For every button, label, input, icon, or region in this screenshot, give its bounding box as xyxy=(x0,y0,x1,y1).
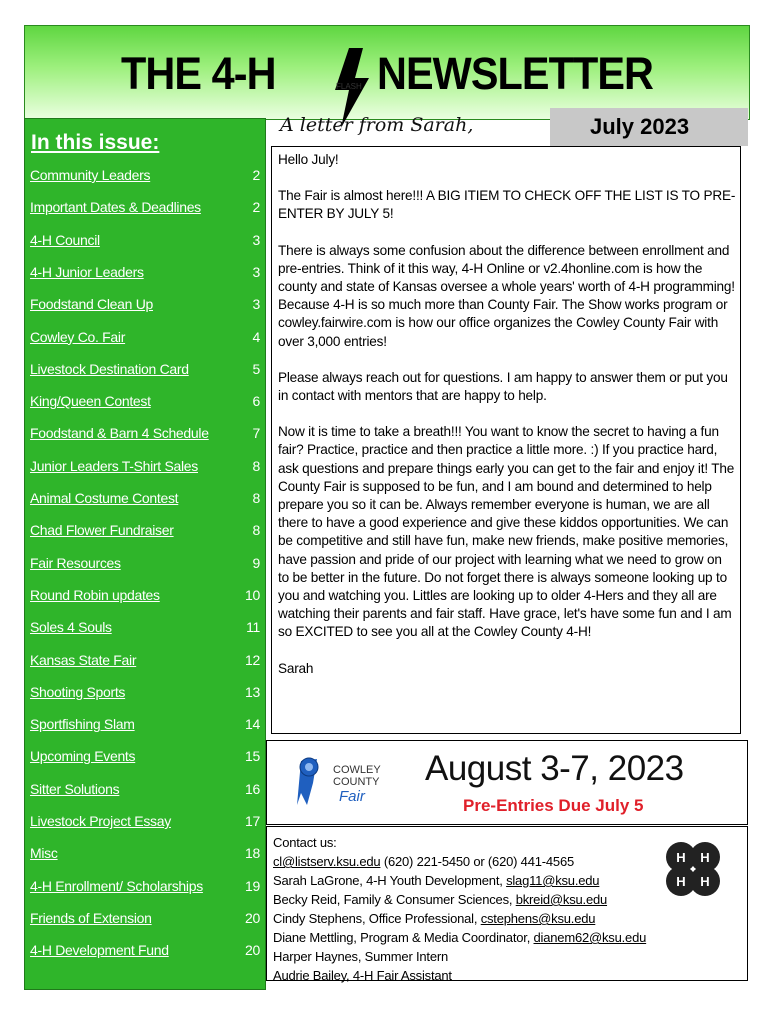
toc-item[interactable] xyxy=(30,232,262,254)
sidebar-heading: In this issue: xyxy=(31,131,160,154)
logo-text-county: COUNTY xyxy=(333,776,380,788)
toc-item-label[interactable]: Sitter Solutions xyxy=(30,780,120,797)
toc-item-page: 2 xyxy=(252,167,260,183)
toc-item-page: 2 xyxy=(252,199,260,216)
toc-item-page: 9 xyxy=(252,554,260,571)
toc-item-label[interactable]: Kansas State Fair xyxy=(30,651,137,668)
toc-item[interactable] xyxy=(30,619,262,641)
toc-item-label[interactable]: Junior Leaders T-Shirt Sales xyxy=(30,457,198,474)
fair-dates: August 3-7, 2023 xyxy=(425,749,684,788)
letter-paragraph: Now it is time to take a breath!!! You want to know the secret to having a fun fair? Practice, practice and then practice a little more. :) If you practice hard, ask questions and prepare things early you can get to the fair and enjoy it! The County Fair is supposed to be fun, and I am bound and determined to help prepare you so it can be. Always remember everyone is human, we are all there to have a good experience and give these kiddos opportunities. We can be competitive and still have fun, make new friends, make positive memories, have passion and pride of our project with learning what we need to grow on to be better in the future. Do not forget there is always someone looking up to you and watching you. Littles are looking up to older 4-Hers and they all are watching their parents and fair staff. Have grace, let's have some fun and I am so EXCITED to see you all at the Cowley County 4-H! xyxy=(278,424,735,640)
toc-item[interactable] xyxy=(30,264,262,286)
toc-item-label[interactable]: Livestock Destination Card xyxy=(30,360,189,377)
toc-item[interactable] xyxy=(30,813,262,835)
staff-name: Diane Mettling, Program & Media Coordinator, xyxy=(273,930,534,945)
toc-item[interactable] xyxy=(30,587,262,609)
newsletter-title xyxy=(25,48,749,108)
toc-item-label[interactable]: Foodstand & Barn 4 Schedule xyxy=(30,425,209,442)
issue-sidebar xyxy=(24,118,266,990)
toc-item-label[interactable]: Sportfishing Slam xyxy=(30,716,135,733)
toc-item[interactable] xyxy=(30,684,262,706)
toc-item-label[interactable]: Misc xyxy=(30,845,58,862)
toc-item-page: 5 xyxy=(252,360,260,377)
toc-item-label[interactable]: Fair Resources xyxy=(30,554,121,571)
toc-item-page: 19 xyxy=(245,877,260,894)
toc-item[interactable] xyxy=(30,329,262,351)
toc-item-page: 3 xyxy=(252,231,260,248)
contact-extra-line: Audrie Bailey, 4-H Fair Assistant xyxy=(273,968,452,983)
contact-staff-line xyxy=(273,871,646,890)
contact-heading: Contact us: xyxy=(273,835,337,850)
toc-item-page: 14 xyxy=(245,716,260,733)
toc-item-label[interactable]: Shooting Sports xyxy=(30,683,126,700)
toc-item[interactable] xyxy=(30,425,262,447)
toc-item[interactable] xyxy=(30,199,262,221)
toc-item-label[interactable]: Chad Flower Fundraiser xyxy=(30,522,174,539)
toc-item-page: 8 xyxy=(252,490,260,506)
pre-entries-due: Pre-Entries Due July 5 xyxy=(463,796,644,815)
toc-item-page: 4 xyxy=(252,328,260,345)
toc-item-label[interactable]: 4-H Junior Leaders xyxy=(30,263,144,280)
contact-list xyxy=(273,833,646,985)
toc-item-page: 17 xyxy=(245,813,260,829)
toc-item-page: 12 xyxy=(245,651,260,668)
toc-item[interactable] xyxy=(30,716,262,738)
contact-extra-line: Harper Haynes, Summer Intern xyxy=(273,949,449,964)
toc-item-page: 7 xyxy=(252,425,260,442)
letter-from-heading: A letter from Sarah, xyxy=(280,114,474,136)
office-phones: (620) 221-5450 or (620) 441-4565 xyxy=(380,854,575,869)
toc-item-page: 8 xyxy=(252,457,260,474)
toc-item-page: 6 xyxy=(252,393,260,410)
toc-item-label[interactable]: Foodstand Clean Up xyxy=(30,296,154,313)
logo-text-fair: Fair xyxy=(339,788,365,805)
toc-item[interactable] xyxy=(30,393,262,415)
toc-item-label[interactable]: 4-H Enrollment/ Scholarships xyxy=(30,877,203,894)
contact-listserv-line xyxy=(273,852,646,871)
toc-item[interactable] xyxy=(30,781,262,803)
toc-item-page: 16 xyxy=(245,780,260,797)
contact-staff-line xyxy=(273,890,646,909)
toc-item-label[interactable]: Round Robin updates xyxy=(30,586,160,603)
toc-item-label[interactable]: Soles 4 Souls xyxy=(30,619,112,636)
svg-text:H: H xyxy=(676,850,686,865)
cowley-county-fair-logo xyxy=(287,753,387,813)
4h-clover-icon xyxy=(661,837,725,901)
toc-item-label[interactable]: Cowley Co. Fair xyxy=(30,328,126,345)
toc-item[interactable] xyxy=(30,910,262,932)
staff-email-link[interactable]: cstephens@ksu.edu xyxy=(480,911,596,926)
letter-paragraph: Hello July! xyxy=(278,152,339,167)
letter-paragraph: There is always some confusion about the difference between enrollment and pre-entries. Think of it this way, 4-H Online or v2.4honline.com is how the county and state of Kansas oversee a whole years' worth of 4-H programming! Because 4-H is so much more than County Fair. The Show works program or cowley.fairwire.com is how our office organizes the Cowley County Fair with over 3,000 entries! xyxy=(278,242,735,349)
toc-item-page: 13 xyxy=(245,683,260,700)
toc-item[interactable] xyxy=(30,652,262,674)
toc-item[interactable] xyxy=(30,296,262,318)
toc-item-page: 15 xyxy=(245,748,260,765)
toc-item-page: 3 xyxy=(252,263,260,280)
toc-item-label[interactable]: Upcoming Events xyxy=(30,748,136,765)
toc-item-label[interactable]: Important Dates & Deadlines xyxy=(30,199,201,216)
contact-box xyxy=(266,826,748,981)
letter-paragraph: The Fair is almost here!!! A BIG ITIEM TO CHECK OFF THE LIST IS TO PRE-ENTER BY JULY 5! xyxy=(278,188,736,222)
svg-text:H: H xyxy=(700,850,710,865)
toc-item-page: 10 xyxy=(245,586,260,603)
letter-body xyxy=(278,151,736,696)
flash-word: FLASH xyxy=(336,82,362,91)
staff-email-link[interactable]: dianem62@ksu.edu xyxy=(533,930,647,945)
toc-item[interactable] xyxy=(30,748,262,770)
contact-staff-line xyxy=(273,928,646,947)
toc-item-label[interactable]: Community Leaders xyxy=(30,167,151,183)
toc-item[interactable] xyxy=(30,458,262,480)
toc-item-page: 20 xyxy=(245,909,260,926)
toc-item-label[interactable]: 4-H Council xyxy=(30,231,100,248)
title-right: NEWSLETTER xyxy=(377,48,653,99)
toc-item-page: 11 xyxy=(246,619,260,636)
toc-item[interactable] xyxy=(30,490,262,512)
toc-item[interactable] xyxy=(30,522,262,544)
letter-box xyxy=(271,146,741,734)
toc-item-label[interactable]: King/Queen Contest xyxy=(30,393,151,410)
toc-item-page: 18 xyxy=(245,845,260,862)
masthead xyxy=(24,25,750,120)
toc-item-page: 20 xyxy=(245,942,260,959)
toc-item[interactable] xyxy=(30,845,262,867)
svg-text:H: H xyxy=(700,874,710,889)
toc-item-label[interactable]: 4-H Development Fund xyxy=(30,942,169,959)
toc-item-page: 8 xyxy=(252,522,260,539)
toc-item[interactable] xyxy=(30,942,262,964)
toc-item[interactable] xyxy=(30,555,262,577)
fair-announcement xyxy=(266,740,748,825)
contact-staff-line xyxy=(273,909,646,928)
logo-text-cowley: COWLEY xyxy=(333,764,381,776)
staff-email-link[interactable]: slag11@ksu.edu xyxy=(506,873,600,888)
toc-item-label[interactable]: Animal Costume Contest xyxy=(30,490,179,506)
staff-name: Becky Reid, Family & Consumer Sciences, xyxy=(273,892,516,907)
toc-item[interactable] xyxy=(30,361,262,383)
issue-date-box xyxy=(550,108,748,146)
title-left: THE 4-H xyxy=(121,48,276,99)
toc-item[interactable] xyxy=(30,878,262,900)
toc-item-label[interactable]: Livestock Project Essay xyxy=(30,813,171,829)
staff-name: Cindy Stephens, Office Professional, xyxy=(273,911,481,926)
toc-item-label[interactable]: Friends of Extension xyxy=(30,909,152,926)
listserv-email-link[interactable]: cl@listserv.ksu.edu xyxy=(273,854,381,869)
staff-email-link[interactable]: bkreid@ksu.edu xyxy=(515,892,608,907)
svg-text:H: H xyxy=(676,874,686,889)
letter-paragraph: Please always reach out for questions. I am happy to answer them or put you in contact with mentors that are happy to help. xyxy=(278,369,728,404)
issue-date: July 2023 xyxy=(590,114,690,139)
toc-item-page: 3 xyxy=(252,296,260,313)
toc-item[interactable] xyxy=(30,167,262,189)
staff-name: Sarah LaGrone, 4-H Youth Development, xyxy=(273,873,507,888)
letter-signature: Sarah xyxy=(278,660,314,676)
